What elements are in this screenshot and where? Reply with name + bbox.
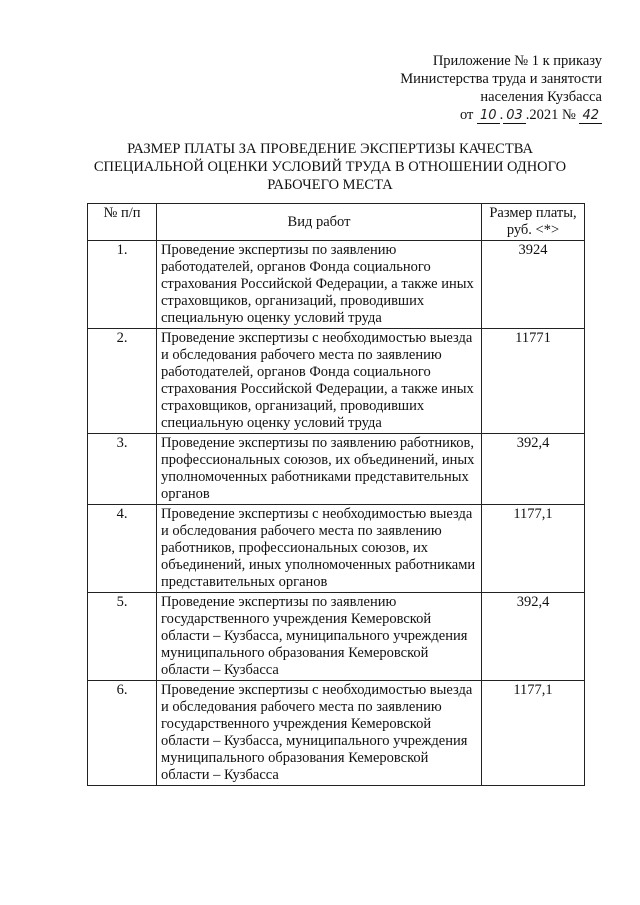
table-row — [88, 681, 585, 786]
row-price: 392,4 — [482, 434, 585, 505]
table-row — [88, 241, 585, 329]
row-work: Проведение экспертизы с необходимостью выезда и обследования рабочего места по заявлению государственного учреждения Кемеровской области – Кузбасса, муниципального учреждения муниципального образования Кемеровской области – Кузбасса — [157, 681, 482, 786]
row-work: Проведение экспертизы с необходимостью выезда и обследования рабочего места по заявлению работников, профессиональных союзов, их объединений, иных уполномоченных работниками представительных органов — [157, 505, 482, 593]
row-work: Проведение экспертизы по заявлению работодателей, органов Фонда социального страхования Российской Федерации, а также иных страховщиков, организаций, проводивших специальную оценку условий труда — [157, 241, 482, 329]
row-number: 1. — [88, 241, 157, 329]
table-row — [88, 593, 585, 681]
title-line-2: СПЕЦИАЛЬНОЙ ОЦЕНКИ УСЛОВИЙ ТРУДА В ОТНОШЕНИИ ОДНОГО — [93, 159, 567, 175]
row-work: Проведение экспертизы по заявлению работников, профессиональных союзов, их объединений, иных уполномоченных работниками представительных органов — [157, 434, 482, 505]
row-number: 2. — [88, 329, 157, 434]
header-num: № п/п — [88, 204, 157, 241]
handwritten-day: 10 — [477, 109, 500, 124]
row-number: 5. — [88, 593, 157, 681]
row-work: Проведение экспертизы по заявлению государственного учреждения Кемеровской области – Кузбасса, муниципального учреждения муниципального образования Кемеровской области – Кузбасса — [157, 593, 482, 681]
row-price: 1177,1 — [482, 505, 585, 593]
header-work: Вид работ — [157, 204, 482, 241]
row-number: 6. — [88, 681, 157, 786]
date-year: .2021 № — [525, 107, 576, 123]
row-price: 1177,1 — [482, 681, 585, 786]
header-price: Размер платы, руб. <*> — [482, 204, 585, 241]
order-date-line: от 10 . 03 .2021 № 42 — [400, 106, 602, 124]
row-number: 3. — [88, 434, 157, 505]
table-row — [88, 329, 585, 434]
ministry-line: Министерства труда и занятости — [400, 71, 602, 87]
title-line-1: РАЗМЕР ПЛАТЫ ЗА ПРОВЕДЕНИЕ ЭКСПЕРТИЗЫ КАЧЕСТВА — [127, 141, 533, 157]
handwritten-order-number: 42 — [579, 109, 602, 124]
appendix-line: Приложение № 1 к приказу — [432, 53, 602, 69]
row-price: 3924 — [482, 241, 585, 329]
order-appendix-header — [400, 52, 602, 124]
row-price: 392,4 — [482, 593, 585, 681]
handwritten-month: 03 — [503, 109, 526, 124]
region-line: населения Кузбасса — [480, 89, 602, 105]
row-number: 4. — [88, 505, 157, 593]
document-title — [70, 140, 590, 194]
table-header-row — [88, 204, 585, 241]
table-row — [88, 505, 585, 593]
table-row — [88, 434, 585, 505]
date-prefix: от — [459, 107, 474, 123]
title-line-3: РАБОЧЕГО МЕСТА — [267, 177, 393, 193]
row-price: 11771 — [482, 329, 585, 434]
row-work: Проведение экспертизы с необходимостью выезда и обследования рабочего места по заявлению работодателей, органов Фонда социального страхования Российской Федерации, а также иных страховщиков, организаций, проводивших специальную оценку условий труда — [157, 329, 482, 434]
fee-table — [87, 203, 585, 786]
